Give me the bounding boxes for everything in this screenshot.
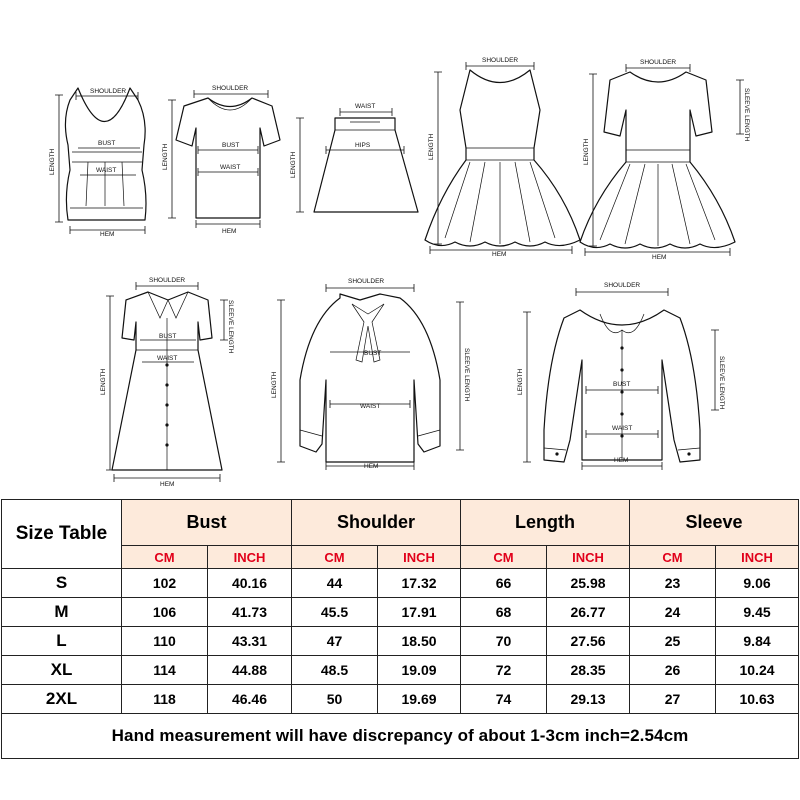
table-cell: 28.35 [547,656,630,685]
label-sleeve-length: SLEEVE LENGTH [743,88,750,142]
table-cell: 114 [122,656,208,685]
table-cell: 19.09 [378,656,461,685]
table-cell: 48.5 [292,656,378,685]
label-sleeve-length: SLEEVE LENGTH [463,348,470,402]
table-cell: 50 [292,685,378,714]
table-cell: 110 [122,627,208,656]
table-cell: 25.98 [547,569,630,598]
size-label: XL [2,656,122,685]
table-row [2,627,799,656]
label-hem: HEM [100,231,115,238]
label-waist: WAIST [360,403,381,410]
table-cell: 70 [461,627,547,656]
shirt-dress-diagram [100,277,234,488]
table-cell: 44 [292,569,378,598]
label-hem: HEM [364,463,379,470]
label-shoulder: SHOULDER [149,277,186,284]
table-cell: 26 [630,656,716,685]
label-shoulder: SHOULDER [482,57,519,64]
label-length: LENGTH [583,138,590,165]
label-bust: BUST [159,333,177,340]
tank-top-diagram [49,88,146,238]
unit-header-inch: INCH [378,546,461,569]
table-cell: 46.46 [208,685,292,714]
size-table-body [2,569,799,714]
table-cell: 41.73 [208,598,292,627]
table-cell: 68 [461,598,547,627]
unit-header-cm: CM [292,546,378,569]
table-cell: 18.50 [378,627,461,656]
table-cell: 25 [630,627,716,656]
label-sleeve-length: SLEEVE LENGTH [227,300,234,354]
table-cell: 43.31 [208,627,292,656]
label-hips: HIPS [355,142,371,149]
table-cell: 27 [630,685,716,714]
unit-header-inch: INCH [716,546,799,569]
label-hem: HEM [492,251,507,258]
label-length: LENGTH [162,143,169,170]
table-cell: 27.56 [547,627,630,656]
label-sleeve-length: SLEEVE LENGTH [718,356,725,410]
label-length: LENGTH [428,133,435,160]
label-bust: BUST [364,350,382,357]
label-length: LENGTH [100,368,107,395]
label-hem: HEM [652,254,667,261]
table-cell: 17.32 [378,569,461,598]
size-table [1,499,799,759]
sleeveless-dress-diagram [425,57,580,258]
group-header-sleeve: Sleeve [630,500,799,546]
label-length: LENGTH [49,148,56,175]
skirt-diagram [290,103,418,212]
label-hem: HEM [614,457,629,464]
collared-shirt-diagram [517,282,725,470]
label-shoulder: SHOULDER [90,88,127,95]
table-cell: 72 [461,656,547,685]
size-table-title: Size Table [2,500,122,569]
label-length: LENGTH [271,371,278,398]
label-waist: WAIST [96,167,117,174]
measurement-note: Hand measurement will have discrepancy of about 1-3cm inch=2.54cm [2,714,799,759]
unit-header-cm: CM [122,546,208,569]
table-row [2,569,799,598]
label-shoulder: SHOULDER [212,85,249,92]
unit-header-cm: CM [461,546,547,569]
table-cell: 44.88 [208,656,292,685]
table-cell: 9.84 [716,627,799,656]
label-hem: HEM [160,481,175,488]
table-cell: 10.24 [716,656,799,685]
table-cell: 47 [292,627,378,656]
unit-header-inch: INCH [547,546,630,569]
table-cell: 102 [122,569,208,598]
table-cell: 74 [461,685,547,714]
table-cell: 9.06 [716,569,799,598]
tshirt-diagram [162,85,280,235]
table-cell: 29.13 [547,685,630,714]
group-header-bust: Bust [122,500,292,546]
label-shoulder: SHOULDER [604,282,641,289]
table-cell: 26.77 [547,598,630,627]
size-label: S [2,569,122,598]
table-cell: 9.45 [716,598,799,627]
table-cell: 17.91 [378,598,461,627]
label-bust: BUST [98,140,116,147]
table-cell: 106 [122,598,208,627]
size-label: M [2,598,122,627]
label-waist: WAIST [612,425,633,432]
unit-header-cm: CM [630,546,716,569]
table-cell: 45.5 [292,598,378,627]
bow-blouse-diagram [271,278,470,470]
label-bust: BUST [222,142,240,149]
size-label: L [2,627,122,656]
label-waist: WAIST [157,355,178,362]
label-length: LENGTH [517,368,524,395]
table-row [2,656,799,685]
table-cell: 66 [461,569,547,598]
label-hem: HEM [222,228,237,235]
unit-header-inch: INCH [208,546,292,569]
table-row [2,598,799,627]
table-cell: 24 [630,598,716,627]
table-cell: 40.16 [208,569,292,598]
label-shoulder: SHOULDER [640,59,677,66]
size-label: 2XL [2,685,122,714]
group-header-length: Length [461,500,630,546]
label-bust: BUST [613,381,631,388]
label-length: LENGTH [290,151,297,178]
label-shoulder: SHOULDER [348,278,385,285]
table-cell: 23 [630,569,716,598]
label-waist: WAIST [355,103,376,110]
table-cell: 118 [122,685,208,714]
table-cell: 10.63 [716,685,799,714]
short-sleeve-dress-diagram [580,59,750,261]
label-waist: WAIST [220,164,241,171]
table-row [2,685,799,714]
group-header-shoulder: Shoulder [292,500,461,546]
table-cell: 19.69 [378,685,461,714]
